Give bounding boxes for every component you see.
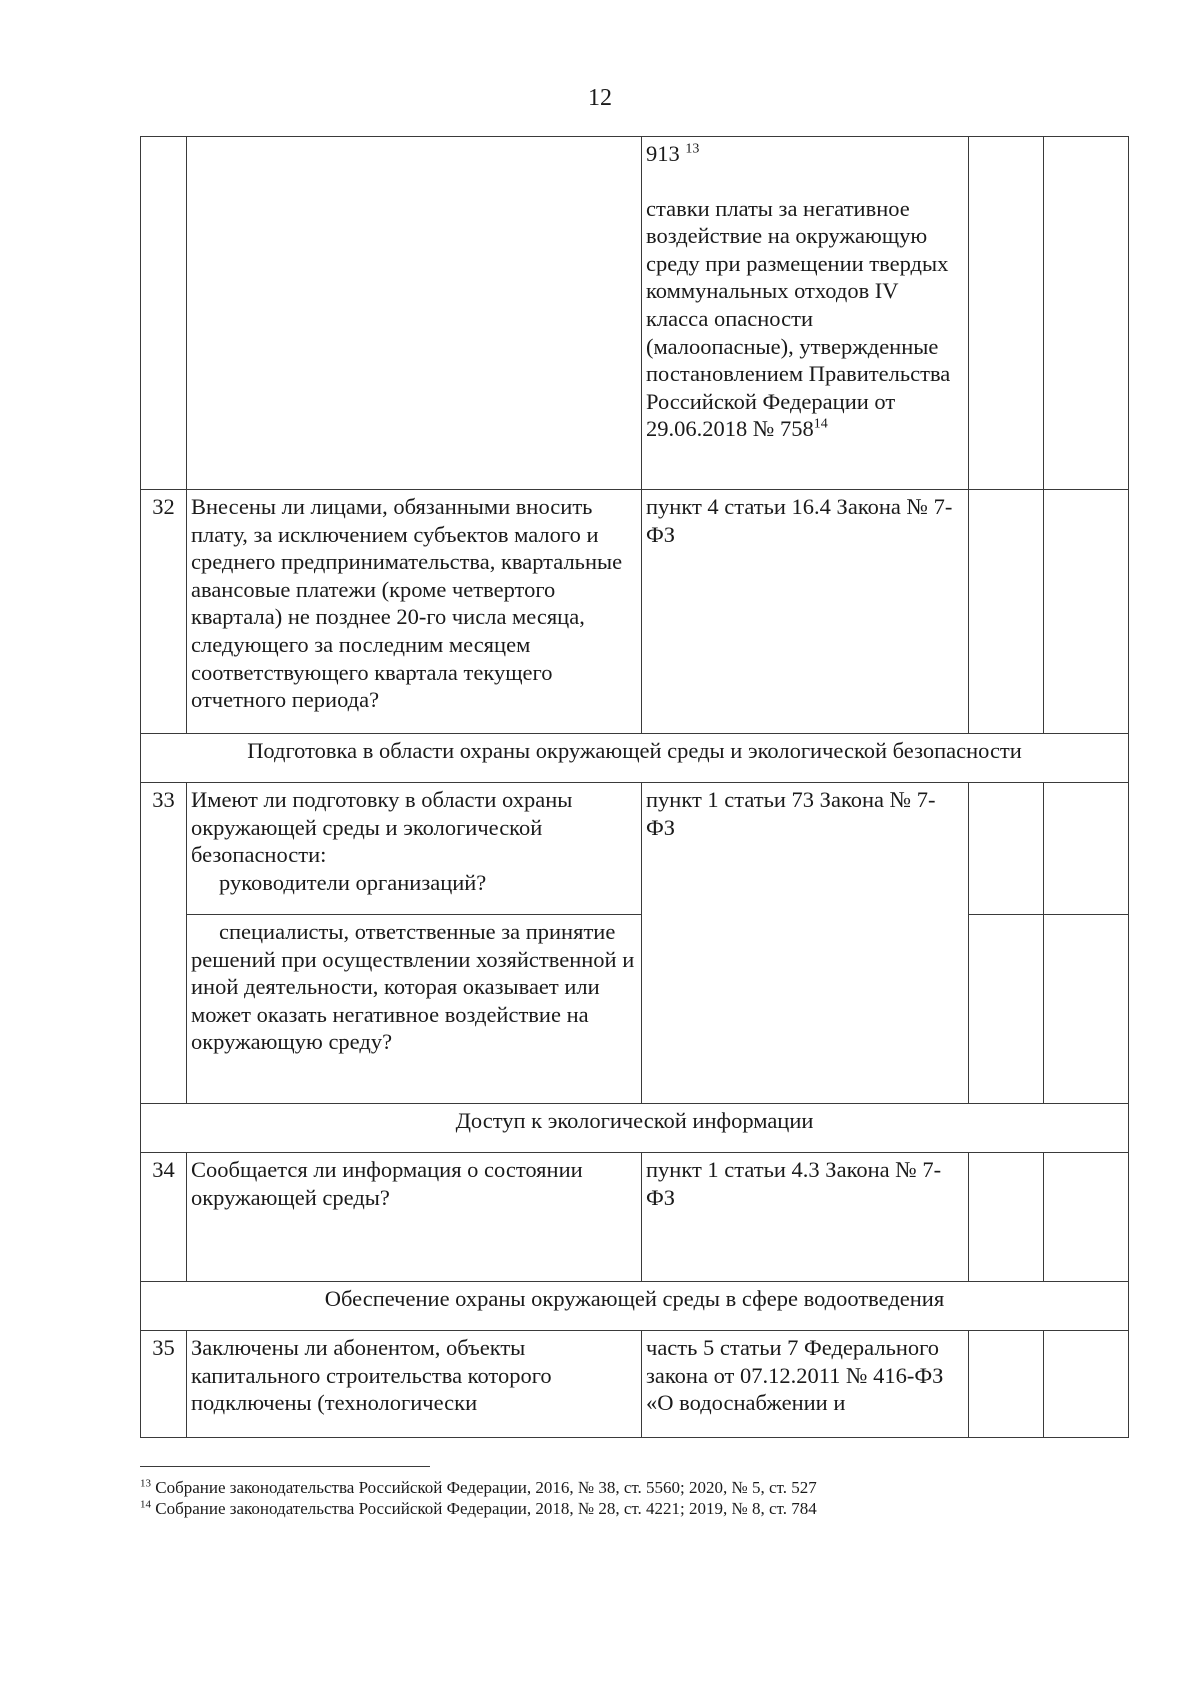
question-cell: Внесены ли лицами, обязанными вносить плату, за исключением субъектов малого и среднего предпринимательства, квартальные авансовые платежи (кроме четвертого квартала) не позднее 20-го числа месяца, следующего за последним месяцем соответствующего квартала текущего отчетного периода? (187, 490, 642, 734)
checklist-table (140, 136, 1129, 1438)
answer-cell (969, 490, 1044, 734)
footnote (140, 1498, 1140, 1519)
answer-cell (969, 137, 1044, 490)
section-heading: Доступ к экологической информации (141, 1104, 1129, 1153)
question-intro: Имеют ли подготовку в области охраны окружающей среды и экологической безопасности: (191, 787, 573, 868)
footnote (140, 1477, 1140, 1498)
footnote-separator (140, 1466, 430, 1467)
section-heading: Обеспечение охраны окружающей среды в сфере водоотведения (141, 1282, 1129, 1331)
reference-cell: пункт 4 статьи 16.4 Закона № 7-ФЗ (642, 490, 969, 734)
note-cell (1044, 490, 1129, 734)
section-row (141, 1104, 1129, 1153)
answer-cell (969, 1153, 1044, 1282)
reference-cell: пункт 1 статьи 73 Закона № 7-ФЗ (642, 783, 969, 1104)
reference-cell: часть 5 статьи 7 Федерального закона от 07.12.2011 № 416-ФЗ «О водоснабжении и (642, 1331, 969, 1438)
question-option-b-lead: специалисты, (219, 919, 350, 944)
table-row (141, 1153, 1129, 1282)
row-number: 34 (141, 1153, 187, 1282)
table-row (141, 490, 1129, 734)
row-number: 32 (141, 490, 187, 734)
reference-cell (642, 137, 969, 490)
table-row (141, 915, 1129, 1104)
table-row (141, 783, 1129, 915)
answer-cell (969, 1331, 1044, 1438)
note-cell (1044, 1153, 1129, 1282)
table-row (141, 137, 1129, 490)
footnote-ref-13: 13 (685, 141, 700, 157)
row-number: 35 (141, 1331, 187, 1438)
row-number: 33 (141, 783, 187, 1104)
note-cell (1044, 137, 1129, 490)
table-row (141, 1331, 1129, 1438)
section-row (141, 734, 1129, 783)
question-cell (187, 783, 642, 915)
section-row (141, 1282, 1129, 1331)
footnote-mark: 13 (140, 1477, 151, 1490)
footnote-mark: 14 (140, 1498, 151, 1511)
question-option-a: руководители организаций? (219, 869, 487, 895)
question-cell (187, 915, 642, 1104)
footnote-text: Собрание законодательства Российской Федерации, 2018, № 28, ст. 4221; 2019, № 8, ст. 784 (155, 1499, 817, 1518)
question-cell: Заключены ли абонентом, объекты капитального строительства которого подключены (технологически (187, 1331, 642, 1438)
note-cell (1044, 915, 1129, 1104)
reference-cell: пункт 1 статьи 4.3 Закона № 7-ФЗ (642, 1153, 969, 1282)
footnote-text: Собрание законодательства Российской Федерации, 2016, № 38, ст. 5560; 2020, № 5, ст. 527 (155, 1478, 817, 1497)
row-number-cell (141, 137, 187, 490)
footnote-ref-14: 14 (813, 416, 828, 432)
reference-text: ставки платы за негативное воздействие на окружающую среду при размещении твердых коммунальных отходов IV класса опасности (малоопасные), утвержденные постановлением Правительства Российской Федерации от 29.06.2018 № 758 (646, 195, 951, 442)
section-heading: Подготовка в области охраны окружающей среды и экологической безопасности (141, 734, 1129, 783)
answer-cell (969, 915, 1044, 1104)
question-option-b: ответственные за принятие решений при осуществлении хозяйственной и иной деятельности, которая оказывает или может оказать негативное воздействие на окружающую среду? (191, 919, 635, 1055)
reference-code: 913 (646, 141, 680, 166)
answer-cell (969, 783, 1044, 915)
note-cell (1044, 783, 1129, 915)
question-cell: Сообщается ли информация о состоянии окружающей среды? (187, 1153, 642, 1282)
note-cell (1044, 1331, 1129, 1438)
page-number: 12 (588, 85, 612, 111)
question-cell (187, 137, 642, 490)
footnotes (140, 1477, 1140, 1519)
